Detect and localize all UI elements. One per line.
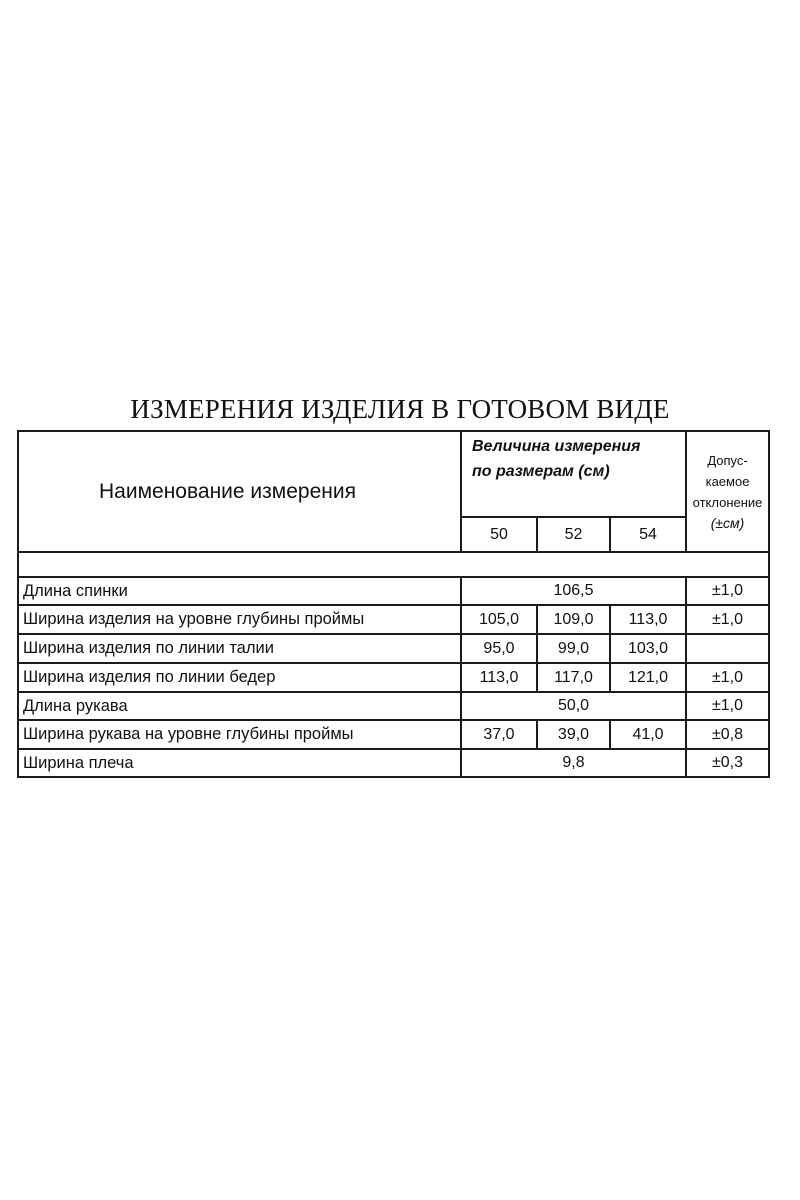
header-name-cell: Наименование измерения [18, 431, 461, 552]
row-name: Ширина изделия по линии талии [18, 634, 461, 663]
row-value-50: 95,0 [461, 634, 537, 663]
page-title: ИЗМЕРЕНИЯ ИЗДЕЛИЯ В ГОТОВОМ ВИДЕ [130, 394, 670, 424]
header-tolerance-line-4: (±см) [710, 514, 745, 531]
row-tolerance [686, 634, 769, 663]
row-name: Длина спинки [18, 577, 461, 605]
measurements-table [17, 430, 770, 778]
header-value-cell [461, 431, 686, 517]
header-value-line-1: Величина измерения [472, 438, 641, 455]
row-merged-value: 9,8 [461, 749, 686, 777]
size-52: 52 [537, 517, 610, 552]
header-value-line-2: по размерам (см) [472, 463, 610, 480]
row-value-54: 103,0 [610, 634, 686, 663]
row-name: Длина рукава [18, 692, 461, 720]
row-value-52: 117,0 [537, 663, 610, 692]
header-tolerance-line-1: Допус- [707, 452, 748, 468]
row-value-50: 105,0 [461, 605, 537, 634]
row-value-50: 37,0 [461, 720, 537, 749]
table-row [18, 605, 769, 634]
row-name: Ширина рукава на уровне глубины проймы [18, 720, 461, 749]
row-tolerance: ±1,0 [686, 663, 769, 692]
row-name: Ширина изделия на уровне глубины проймы [18, 605, 461, 634]
row-tolerance: ±1,0 [686, 692, 769, 720]
size-50: 50 [461, 517, 537, 552]
row-tolerance: ±0,8 [686, 720, 769, 749]
header-tolerance-line-3: отклонение [692, 494, 763, 510]
table-row [18, 749, 769, 777]
table-header-row [18, 431, 769, 517]
table-row [18, 720, 769, 749]
row-value-50: 113,0 [461, 663, 537, 692]
row-name: Ширина плеча [18, 749, 461, 777]
row-tolerance: ±1,0 [686, 605, 769, 634]
row-value-54: 113,0 [610, 605, 686, 634]
table-row [18, 692, 769, 720]
row-value-54: 41,0 [610, 720, 686, 749]
spacer-row [18, 552, 769, 577]
row-value-54: 121,0 [610, 663, 686, 692]
row-merged-value: 106,5 [461, 577, 686, 605]
header-tolerance-cell [686, 431, 769, 552]
table-row [18, 577, 769, 605]
size-54: 54 [610, 517, 686, 552]
row-tolerance: ±1,0 [686, 577, 769, 605]
table-row [18, 663, 769, 692]
row-value-52: 109,0 [537, 605, 610, 634]
spacer-cell [18, 552, 769, 577]
table-row [18, 634, 769, 663]
row-value-52: 39,0 [537, 720, 610, 749]
row-merged-value: 50,0 [461, 692, 686, 720]
row-name: Ширина изделия по линии бедер [18, 663, 461, 692]
header-tolerance-line-2: каемое [705, 473, 750, 489]
row-value-52: 99,0 [537, 634, 610, 663]
row-tolerance: ±0,3 [686, 749, 769, 777]
